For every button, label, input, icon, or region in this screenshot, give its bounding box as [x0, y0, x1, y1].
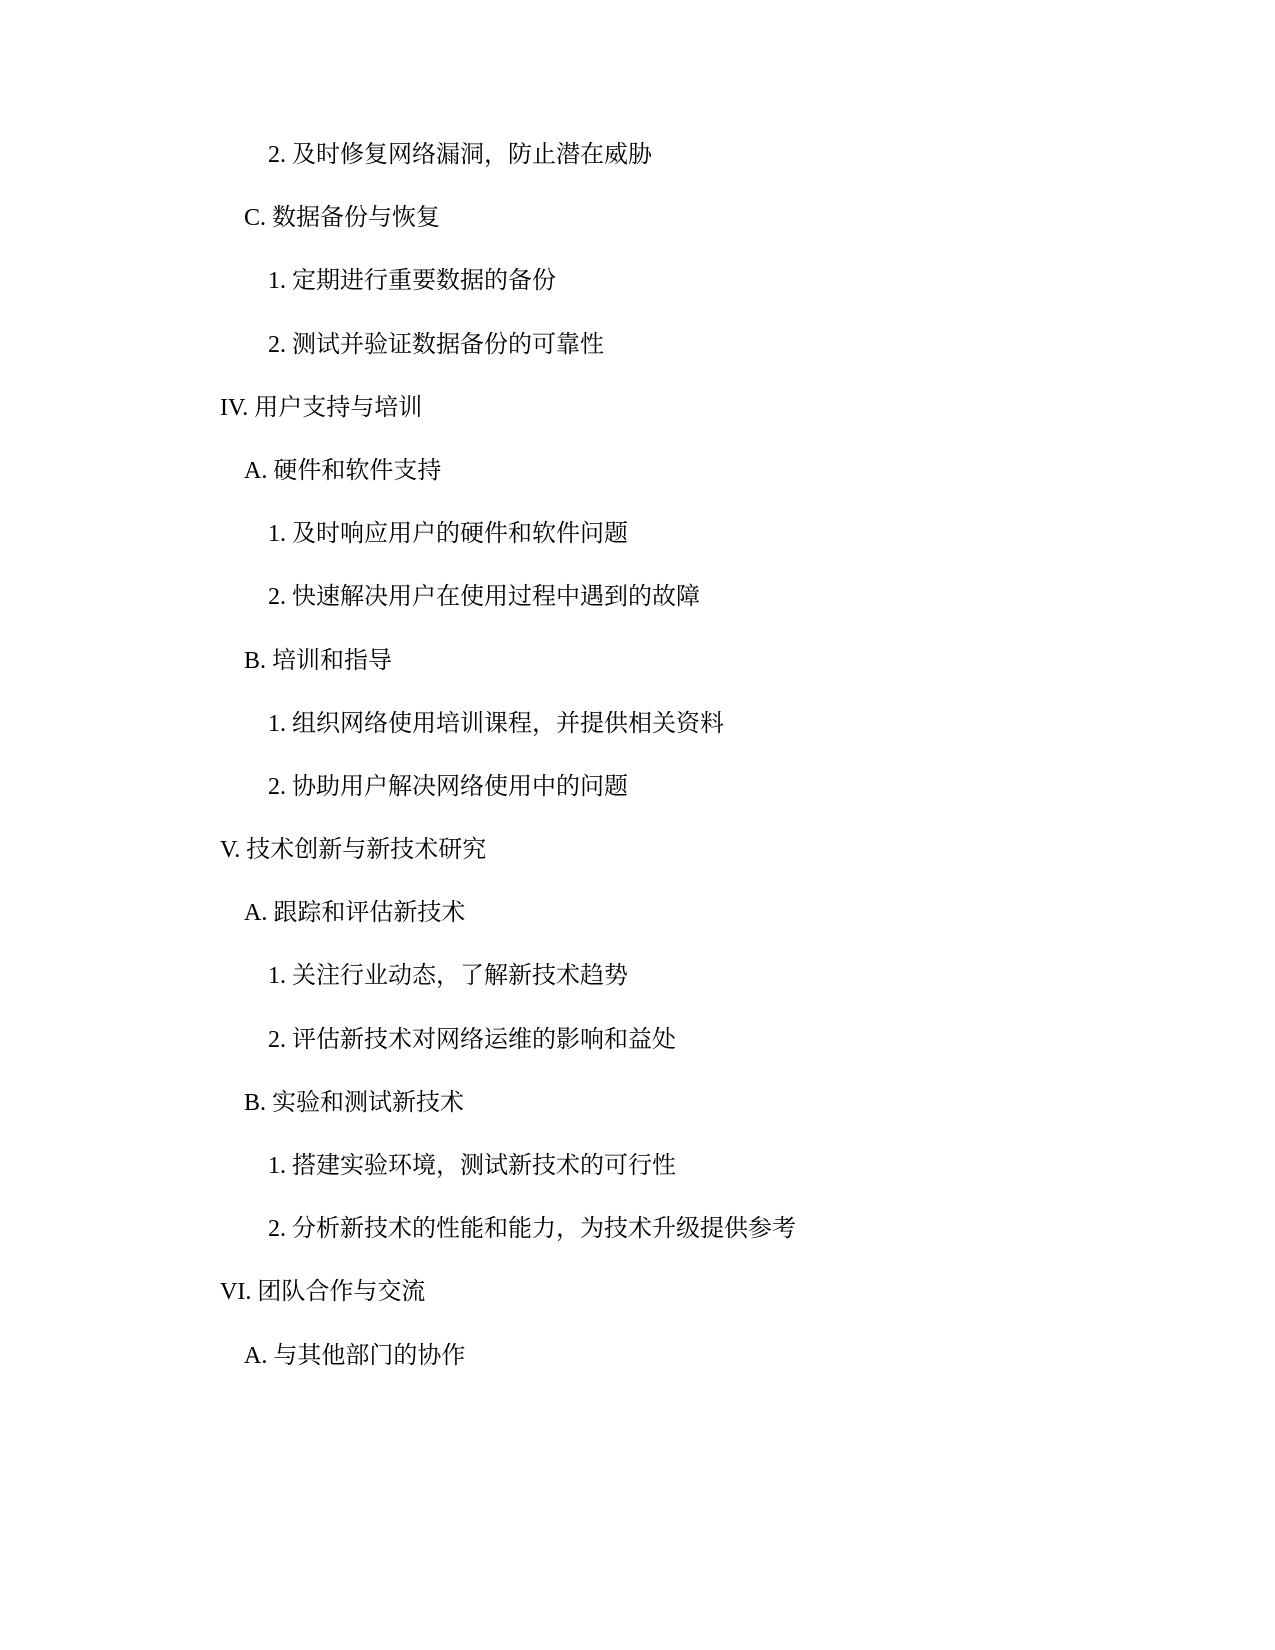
item-text: 及时响应用户的硬件和软件问题: [292, 521, 628, 548]
outline-subsection: [0, 203, 1275, 266]
item-marker: 1.: [268, 710, 286, 737]
item-text: 跟踪和评估新技术: [273, 900, 466, 927]
outline-section-heading: [0, 1277, 1275, 1340]
outline-subsection: [0, 646, 1275, 709]
outline-subsection: [0, 898, 1275, 961]
outline-section-heading: [0, 393, 1275, 456]
outline-subsection: [0, 1088, 1275, 1151]
item-text: 及时修复网络漏洞，防止潜在威胁: [292, 142, 652, 168]
item-text: 数据备份与恢复: [272, 205, 441, 232]
outline-section-heading: [0, 835, 1275, 898]
item-text: 定期进行重要数据的备份: [292, 268, 556, 295]
item-text: 分析新技术的性能和能力，为技术升级提供参考: [292, 1216, 796, 1243]
outline-subsection: [0, 456, 1275, 519]
item-marker: 2.: [268, 773, 286, 800]
outline-subsection: [0, 1341, 1275, 1404]
outline-item: [0, 1025, 1275, 1088]
item-text: 评估新技术对网络运维的影响和益处: [292, 1026, 676, 1053]
item-text: 协助用户解决网络使用中的问题: [292, 773, 628, 800]
item-marker: A.: [244, 900, 268, 927]
outline-item: [0, 582, 1275, 645]
item-marker: 1.: [268, 963, 286, 990]
item-text: 搭建实验环境，测试新技术的可行性: [292, 1153, 676, 1179]
outline-item: [0, 1151, 1275, 1214]
item-marker: C.: [244, 205, 267, 232]
item-text: 组织网络使用培训课程，并提供相关资料: [292, 710, 724, 737]
item-text: 快速解决用户在使用过程中遇到的故障: [292, 584, 700, 611]
item-marker: B.: [244, 1089, 267, 1116]
item-marker: 2.: [268, 1216, 286, 1243]
item-text: 关注行业动态，了解新技术趋势: [292, 963, 628, 990]
item-marker: IV.: [220, 394, 249, 421]
outline-item: [0, 709, 1275, 772]
outline-item: [0, 519, 1275, 582]
item-marker: B.: [244, 647, 267, 674]
item-text: 测试并验证数据备份的可靠性: [292, 331, 604, 358]
item-marker: 2.: [268, 584, 286, 611]
item-marker: 1.: [268, 268, 286, 295]
outline-item: [0, 1214, 1275, 1277]
item-text: 与其他部门的协作: [273, 1342, 466, 1369]
outline-list: [0, 140, 1275, 1404]
item-marker: 1.: [268, 521, 286, 548]
item-marker: 2.: [268, 331, 286, 358]
item-marker: 1.: [268, 1153, 286, 1179]
outline-item: [0, 772, 1275, 835]
item-marker: 2.: [268, 142, 286, 168]
outline-item: [0, 140, 1275, 203]
item-marker: A.: [244, 1342, 268, 1369]
item-text: 技术创新与新技术研究: [246, 837, 487, 864]
item-text: 用户支持与培训: [254, 394, 423, 421]
outline-item: [0, 330, 1275, 393]
item-text: 培训和指导: [272, 647, 393, 674]
item-marker: V.: [220, 837, 241, 864]
item-marker: A.: [244, 457, 268, 484]
item-marker: 2.: [268, 1026, 286, 1053]
item-marker: VI.: [220, 1279, 252, 1306]
item-text: 实验和测试新技术: [272, 1089, 465, 1116]
outline-item: [0, 266, 1275, 329]
item-text: 硬件和软件支持: [273, 457, 442, 484]
item-text: 团队合作与交流: [257, 1279, 426, 1306]
outline-item: [0, 961, 1275, 1024]
